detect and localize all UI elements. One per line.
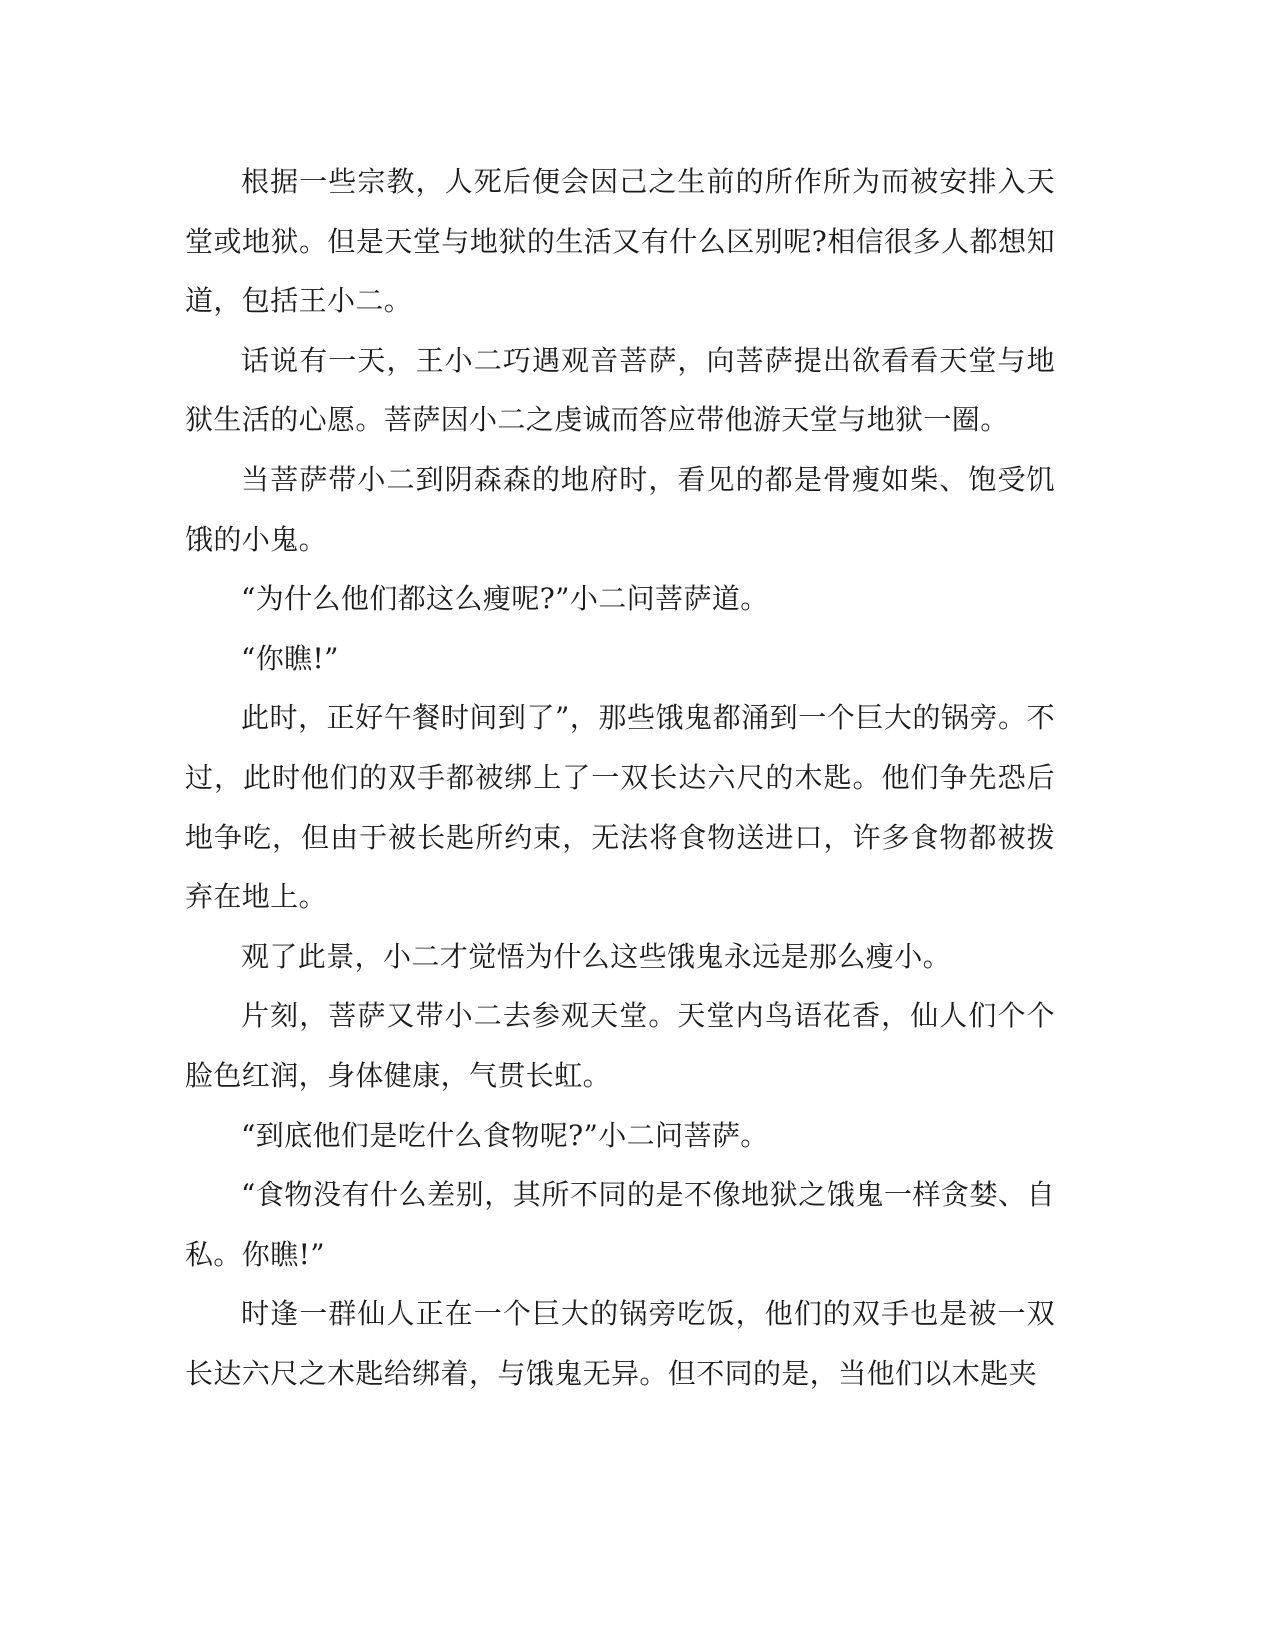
paragraph: 根据一些宗教，人死后便会因己之生前的所作所为而被安排入天堂或地狱。但是天堂与地狱的生活又有什么区别呢?相信很多人都想知道，包括王小二。 — [185, 165, 1055, 318]
paragraph: 话说有一天，王小二巧遇观音菩萨，向菩萨提出欲看看天堂与地狱生活的心愿。菩萨因小二之虔诚而答应带他游天堂与地狱一圈。 — [185, 343, 1055, 437]
paragraph: 观了此景，小二才觉悟为什么这些饿鬼永远是那么瘦小。 — [241, 939, 952, 973]
story-body — [185, 152, 1055, 1403]
paragraph: “食物没有什么差别，其所不同的是不像地狱之饿鬼一样贪婪、自私。你瞧!” — [185, 1178, 1055, 1271]
paragraph: “为什么他们都这么瘦呢?”小二问菩萨道。 — [241, 582, 769, 616]
paragraph: “到底他们是吃什么食物呢?”小二问菩萨。 — [241, 1118, 769, 1152]
paragraph: “你瞧!” — [241, 641, 339, 675]
paragraph: 当菩萨带小二到阴森森的地府时，看见的都是骨瘦如柴、饱受饥饿的小鬼。 — [185, 462, 1055, 556]
paragraph: 片刻，菩萨又带小二去参观天堂。天堂内鸟语花香，仙人们个个脸色红润，身体健康，气贯长虹。 — [185, 999, 1055, 1092]
paragraph: 时逢一群仙人正在一个巨大的锅旁吃饭，他们的双手也是被一双长达六尺之木匙给绑着，与饿鬼无异。但不同的是，当他们以木匙夹 — [185, 1297, 1055, 1390]
paragraph: 此时，正好午餐时间到了”，那些饿鬼都涌到一个巨大的锅旁。不过，此时他们的双手都被绑上了一双长达六尺的木匙。他们争先恐后地争吃，但由于被长匙所约束，无法将食物送进口，许多食物都被拨弃在地上。 — [185, 701, 1055, 914]
